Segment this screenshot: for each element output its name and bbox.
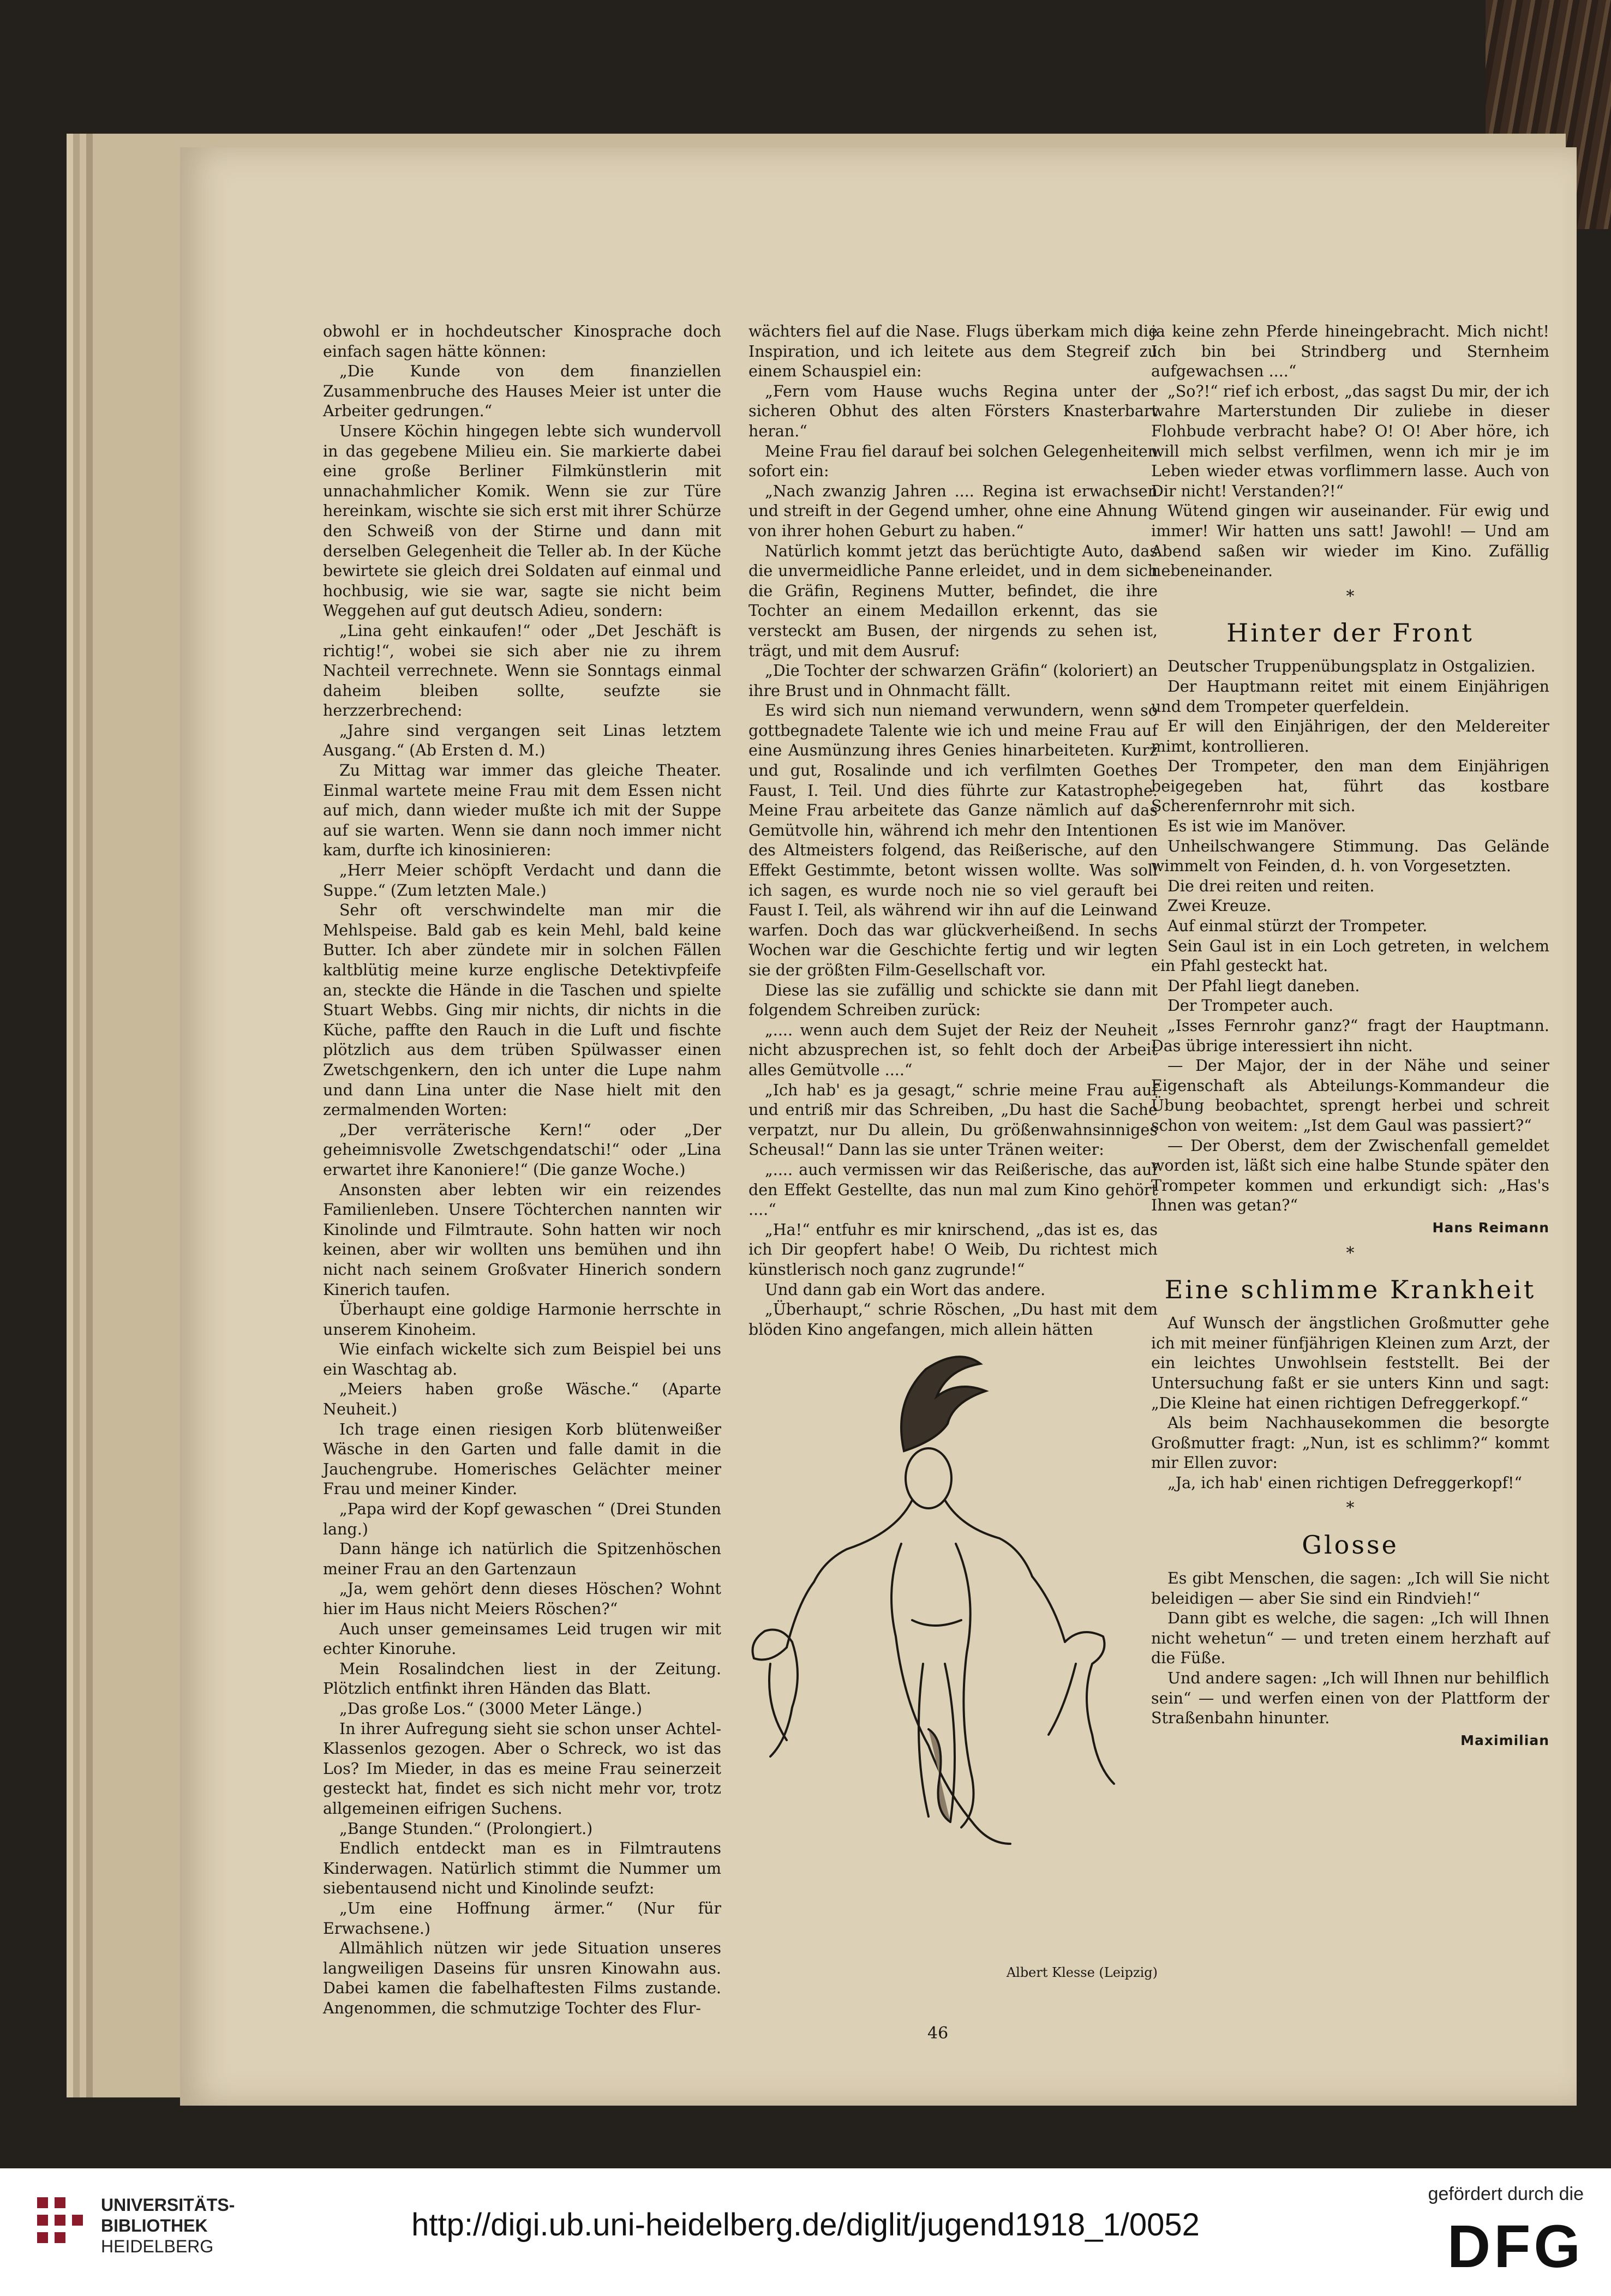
- sponsor-label: gefördert durch die: [1428, 2184, 1584, 2204]
- paragraph: Sein Gaul ist in ein Loch getreten, in welchem ein Pfahl gesteckt hat.: [1151, 937, 1549, 975]
- magazine-page: [180, 147, 1577, 2106]
- section-heading-hinter-der-front: Hinter der Front: [1226, 618, 1474, 648]
- paragraph: Der Trompeter, den man dem Einjährigen beigegeben hat, führt das kostbare Scherenfernrohr mit sich.: [1151, 757, 1549, 816]
- paragraph: „Überhaupt,“ schrie Röschen, „Du hast mit dem blöden Kino angefangen, mich allein hätten: [748, 1300, 1158, 1339]
- paragraph: „So?!“ rief ich erbost, „das sagst Du mir, der ich wahre Marterstunden Dir zuliebe in dieser Flohbude verbracht habe? O! O! Aber höre, ich will mich selbst verfilmen, wenn ich mir je im Leben wieder etwas vorflimmern lasse. Auch von Dir nicht! Verstanden?!“: [1151, 382, 1549, 500]
- paragraph: „Um eine Hoffnung ärmer.“ (Nur für Erwachsene.): [323, 1899, 721, 1938]
- paragraph: Ich trage einen riesigen Korb blütenweißer Wäsche in den Garten und falle damit in die Jauchengrube. Homerisches Gelächter meiner Frau und meiner Kinder.: [323, 1420, 721, 1498]
- paragraph: Endlich entdeckt man es in Filmtrautens Kinderwagen. Natürlich stimmt die Nummer um siebentausend nicht und Kinolinde seufzt:: [323, 1839, 721, 1898]
- paragraph: Wie einfach wickelte sich zum Beispiel bei uns ein Waschtag ab.: [323, 1340, 721, 1378]
- paragraph: — Der Major, der in der Nähe und seiner Eigenschaft als Abteilungs-Kommandeur die Übung beobachtet, sprengt herbei und schreit schon von weitem: „Ist dem Gaul was passiert?“: [1151, 1057, 1549, 1135]
- illustration-caption: Albert Klesse (Leipzig): [1006, 1965, 1158, 1980]
- paragraph: In ihrer Aufregung sieht sie schon unser Achtel-Klassenlos gezogen. Aber o Schreck, wo ist das Los? Im Mieder, in das es meine Frau seinerzeit gesteckt hat, findet es sich nicht mehr vor, trotz allgemeinen eifrigen Suchens.: [323, 1719, 721, 1818]
- paragraph: „Ich hab' es ja gesagt,“ schrie meine Frau auf und entriß mir das Schreiben, „Du hast die Sache verpatzt, nur Du allein, Du größenwahnsinniges Scheusal!“ Dann las sie unter Tränen weiter:: [748, 1081, 1158, 1159]
- paragraph: Mein Rosalindchen liest in der Zeitung. Plötzlich entfinkt ihren Händen das Blatt.: [323, 1659, 721, 1698]
- illustration: [748, 1315, 1158, 1991]
- paragraph: „Nach zwanzig Jahren .... Regina ist erwachsen und streift in der Gegend umher, ohne eine Ahnung von ihrer hohen Geburt zu haben.“: [748, 482, 1158, 540]
- paragraph: „Ja, ich hab' einen richtigen Defreggerkopf!“: [1167, 1473, 1523, 1492]
- library-name-line: UNIVERSITÄTS-: [101, 2195, 235, 2215]
- paragraph: wächters fiel auf die Nase. Flugs überkam mich die Inspiration, und ich leitete aus dem Stegreif zu einem Schauspiel ein:: [748, 322, 1158, 381]
- paragraph: „Papa wird der Kopf gewaschen “ (Drei Stunden lang.): [323, 1500, 721, 1538]
- paragraph: Wütend gingen wir auseinander. Für ewig und immer! Wir hatten uns satt! Jawohl! — Und am Abend saßen wir wieder im Kino. Zufällig nebeneinander.: [1151, 502, 1549, 580]
- paragraph: Und dann gab ein Wort das andere.: [765, 1280, 1046, 1299]
- paragraph: Meine Frau fiel darauf bei solchen Gelegenheiten sofort ein:: [748, 442, 1158, 481]
- text-column-middle: [748, 322, 1158, 1340]
- paragraph: „Ha!“ entfuhr es mir knirschend, „das ist es, das ich Dir geopfert habe! O Weib, Du richtest mich künstlerisch noch ganz zugrunde!“: [748, 1220, 1158, 1279]
- paragraph: Auch unser gemeinsames Leid trugen wir mit echter Kinoruhe.: [323, 1620, 721, 1658]
- section-heading-glosse: Glosse: [1302, 1530, 1399, 1560]
- author-signature: Hans Reimann: [1432, 1219, 1549, 1236]
- paragraph: Es gibt Menschen, die sagen: „Ich will Sie nicht beleidigen — aber Sie sind ein Rindvieh!“: [1151, 1569, 1549, 1608]
- paragraph: „Meiers haben große Wäsche.“ (Aparte Neuheit.): [323, 1380, 721, 1419]
- paragraph: „Der verräterische Kern!“ oder „Der geheimnisvolle Zwetschgendatschi!“ oder „Lina erwartet ihre Kanoniere!“ (Die ganze Woche.): [323, 1120, 721, 1179]
- page-number: 46: [927, 2024, 949, 2043]
- paragraph: ja keine zehn Pferde hineingebracht. Mich nicht! Ich bin bei Strindberg und Sternheim aufgewachsen ....“: [1151, 322, 1549, 381]
- paragraph: „Herr Meier schöpft Verdacht und dann die Suppe.“ (Zum letzten Male.): [323, 861, 721, 900]
- paragraph: Und andere sagen: „Ich will Ihnen nur behilflich sein“ — und werfen einen von der Plattform der Straßenbahn hinunter.: [1151, 1669, 1549, 1728]
- section-heading-krankheit: Eine schlimme Krankheit: [1164, 1275, 1536, 1305]
- section-separator: *: [1346, 1498, 1355, 1518]
- paragraph: Zu Mittag war immer das gleiche Theater. Einmal wartete meine Frau mit dem Essen nicht auf mich, dann wieder mußte ich mit der Suppe auf sie warten. Wenn sie dann noch immer nicht kam, durfte ich kinosinieren:: [323, 762, 721, 860]
- paragraph: „.... auch vermissen wir das Reißerische, das auf den Effekt Gestellte, das nun mal zum Kino gehört ....“: [748, 1160, 1158, 1219]
- dfg-logo: DFG: [1447, 2213, 1584, 2280]
- paragraph: Der Hauptmann reitet mit einem Einjährigen und dem Trompeter querfeldein.: [1151, 677, 1549, 716]
- paragraph: „Das große Los.“ (3000 Meter Länge.): [339, 1699, 642, 1718]
- author-signature: Maximilian: [1460, 1732, 1549, 1748]
- viewer-footer: [0, 2168, 1611, 2296]
- paragraph: Deutscher Truppenübungsplatz in Ostgalizien.: [1167, 657, 1536, 676]
- woman-with-dogs-illustration: [748, 1315, 1158, 1937]
- section-separator: *: [1346, 1243, 1355, 1263]
- paragraph: Es ist wie im Manöver.: [1167, 817, 1346, 836]
- paragraph: Natürlich kommt jetzt das berüchtigte Auto, das die unvermeidliche Panne erleidet, und in dem sich die Gräfin, Reginens Mutter, befindet, die ihre Tochter an einem Medaillon erkennt, das sie versteckt am Busen, der nirgends zu sehen ist, trägt, und mit dem Ausruf:: [748, 542, 1158, 660]
- paragraph: Dann hänge ich natürlich die Spitzenhöschen meiner Frau an den Gartenzaun: [323, 1540, 721, 1578]
- paragraph: Diese las sie zufällig und schickte sie dann mit folgendem Schreiben zurück:: [748, 981, 1158, 1020]
- paragraph: „Jahre sind vergangen seit Linas letztem Ausgang.“ (Ab Ersten d. M.): [323, 721, 721, 760]
- paragraph: Dann gibt es welche, die sagen: „Ich will Ihnen nicht wehetun“ — und treten einem herzhaft auf die Füße.: [1151, 1609, 1549, 1668]
- paragraph: Der Pfahl liegt daneben.: [1167, 976, 1360, 995]
- paragraph: „Lina geht einkaufen!“ oder „Det Jeschäft is richtig!“, wobei sie sich aber nie zu ihrem Nachteil verrechnete. Wenn sie Sonntags einmal daheim bleiben sollte, seufzte sie herzzerbrechend:: [323, 621, 721, 720]
- text-column-left: [323, 322, 721, 2018]
- paragraph: Er will den Einjährigen, der den Meldereiter mimt, kontrollieren.: [1151, 717, 1549, 756]
- text-column-right: [1151, 322, 1549, 1751]
- paragraph: Unheilschwangere Stimmung. Das Gelände wimmelt von Feinden, d. h. von Vorgesetzten.: [1151, 837, 1549, 876]
- paragraph: Überhaupt eine goldige Harmonie herrschte in unserem Kinoheim.: [323, 1300, 721, 1339]
- paragraph: „Ja, wem gehört denn dieses Höschen? Wohnt hier im Haus nicht Meiers Röschen?“: [323, 1580, 721, 1618]
- paragraph: Die drei reiten und reiten.: [1167, 877, 1375, 895]
- paragraph: Der Trompeter auch.: [1167, 997, 1334, 1015]
- paragraph: Auf Wunsch der ängstlichen Großmutter gehe ich mit meiner fünfjährigen Kleinen zum Arzt, der ein leichtes Unwohlsein feststellt. Bei der Untersuchung faßt er sie unters Kinn und sagt: „Die Kleine hat einen richtigen Defreggerkopf.“: [1151, 1314, 1549, 1412]
- paragraph: Ansonsten aber lebten wir ein reizendes Familienleben. Unsere Töchterchen nannten wir Kinolinde und Filmtraute. Sohn hatten wir noch keinen, aber wir wollten uns bemühen und ihn nicht nach seinem Großvater Hinerich sondern Kinerich taufen.: [323, 1180, 721, 1299]
- paragraph: „Die Kunde von dem finanziellen Zusammenbruche des Hauses Meier ist unter die Arbeiter gedrungen.“: [323, 362, 721, 421]
- paragraph: „Fern vom Hause wuchs Regina unter der sicheren Obhut des alten Försters Knasterbart heran.“: [748, 382, 1158, 440]
- paragraph: Auf einmal stürzt der Trompeter.: [1167, 917, 1428, 936]
- paragraph: „Die Tochter der schwarzen Gräfin“ (koloriert) an ihre Brust und in Ohnmacht fällt.: [748, 662, 1158, 700]
- paragraph: Sehr oft verschwindelte man mir die Mehlspeise. Bald gab es kein Mehl, bald keine Butter. Ich aber zündete mir in solchen Fällen kaltblütig meine kurze englische Detektivpfeife an, steckte die Hände in die Taschen und spielte Stuart Webbs. Ging mir nichts, dir nichts in die Küche, paffte den Rauch in die Luft und fischte plötzlich aus dem trüben Spülwasser einen Zwetschgenkern, den ich unter die Lupe nahm und dann Lina unter die Nase hielt mit den zermalmenden Worten:: [323, 901, 721, 1119]
- library-name-line: BIBLIOTHEK: [101, 2216, 208, 2235]
- paragraph: Es wird sich nun niemand verwundern, wenn so gottbegnadete Talente wie ich und meine Frau auf eine Ausmünzung ihres Genies hinarbeiteten. Kurz und gut, Rosalinde und ich verfilmten Goethes Faust, I. Teil. Und dies führte zur Katastrophe. Meine Frau arbeitete das Ganze nämlich auf das Gemütvolle hin, während ich mehr den Intentionen des Altmeisters folgend, das Reißerische, auf den Effekt Gestimmte, betont wissen wollte. Was soll ich sagen, es wurde noch nie so viel gerauft bei Faust I. Teil, als während wir ihn auf die Leinwand warfen. Doch das war glückverheißend. In sechs Wochen war die Geschichte fertig und wir legten sie der größten Film-Gesellschaft vor.: [748, 702, 1158, 979]
- library-name-line: HEIDELBERG: [101, 2237, 214, 2256]
- paragraph: Als beim Nachhausekommen die besorgte Großmutter fragt: „Nun, ist es schlimm?“ kommt mir Ellen zuvor:: [1151, 1414, 1549, 1472]
- section-separator: *: [1346, 586, 1355, 606]
- paragraph: Unsere Köchin hingegen lebte sich wundervoll in das gegebene Milieu ein. Sie markierte dabei eine große Berliner Filmkünstlerin mit unnachahmlicher Komik. Wenn sie zur Türe hereinkam, wischte sie sich erst mit ihrer Schürze den Schweiß von der Stirne und dann mit derselben Gelegenheit die Teller ab. In der Küche bewirtete sie gleich drei Soldaten auf einmal und hochbusig, wie sie war, sagte sie nicht beim Weggehen auf gut deutsch Adieu, sondern:: [323, 422, 721, 620]
- permalink-url[interactable]: http://digi.ub.uni-heidelberg.de/diglit/jugend1918_1/0052: [411, 2207, 1200, 2243]
- paragraph: Zwei Kreuze.: [1167, 897, 1272, 915]
- paragraph: obwohl er in hochdeutscher Kinosprache doch einfach sagen hätte können:: [323, 322, 721, 361]
- paragraph: „Bange Stunden.“ (Prolongiert.): [339, 1819, 593, 1838]
- paragraph: „.... wenn auch dem Sujet der Reiz der Neuheit nicht abzusprechen ist, so fehlt doch der Arbeit alles Gemütvolle ....“: [748, 1021, 1158, 1079]
- paragraph: Allmählich nützen wir jede Situation unseres langweiligen Daseins für unsren Kinowahn aus. Dabei kamen die fabelhaftesten Films zustande. Angenommen, die schmutzige Tochter des Flur-: [323, 1939, 721, 2017]
- paragraph: „Isses Fernrohr ganz?“ fragt der Hauptmann. Das übrige interessiert ihn nicht.: [1151, 1017, 1549, 1055]
- paragraph: — Der Oberst, dem der Zwischenfall gemeldet worden ist, läßt sich eine halbe Stunde später den Trompeter kommen und erkundigt sich: „Has's Ihnen was getan?“: [1151, 1136, 1549, 1215]
